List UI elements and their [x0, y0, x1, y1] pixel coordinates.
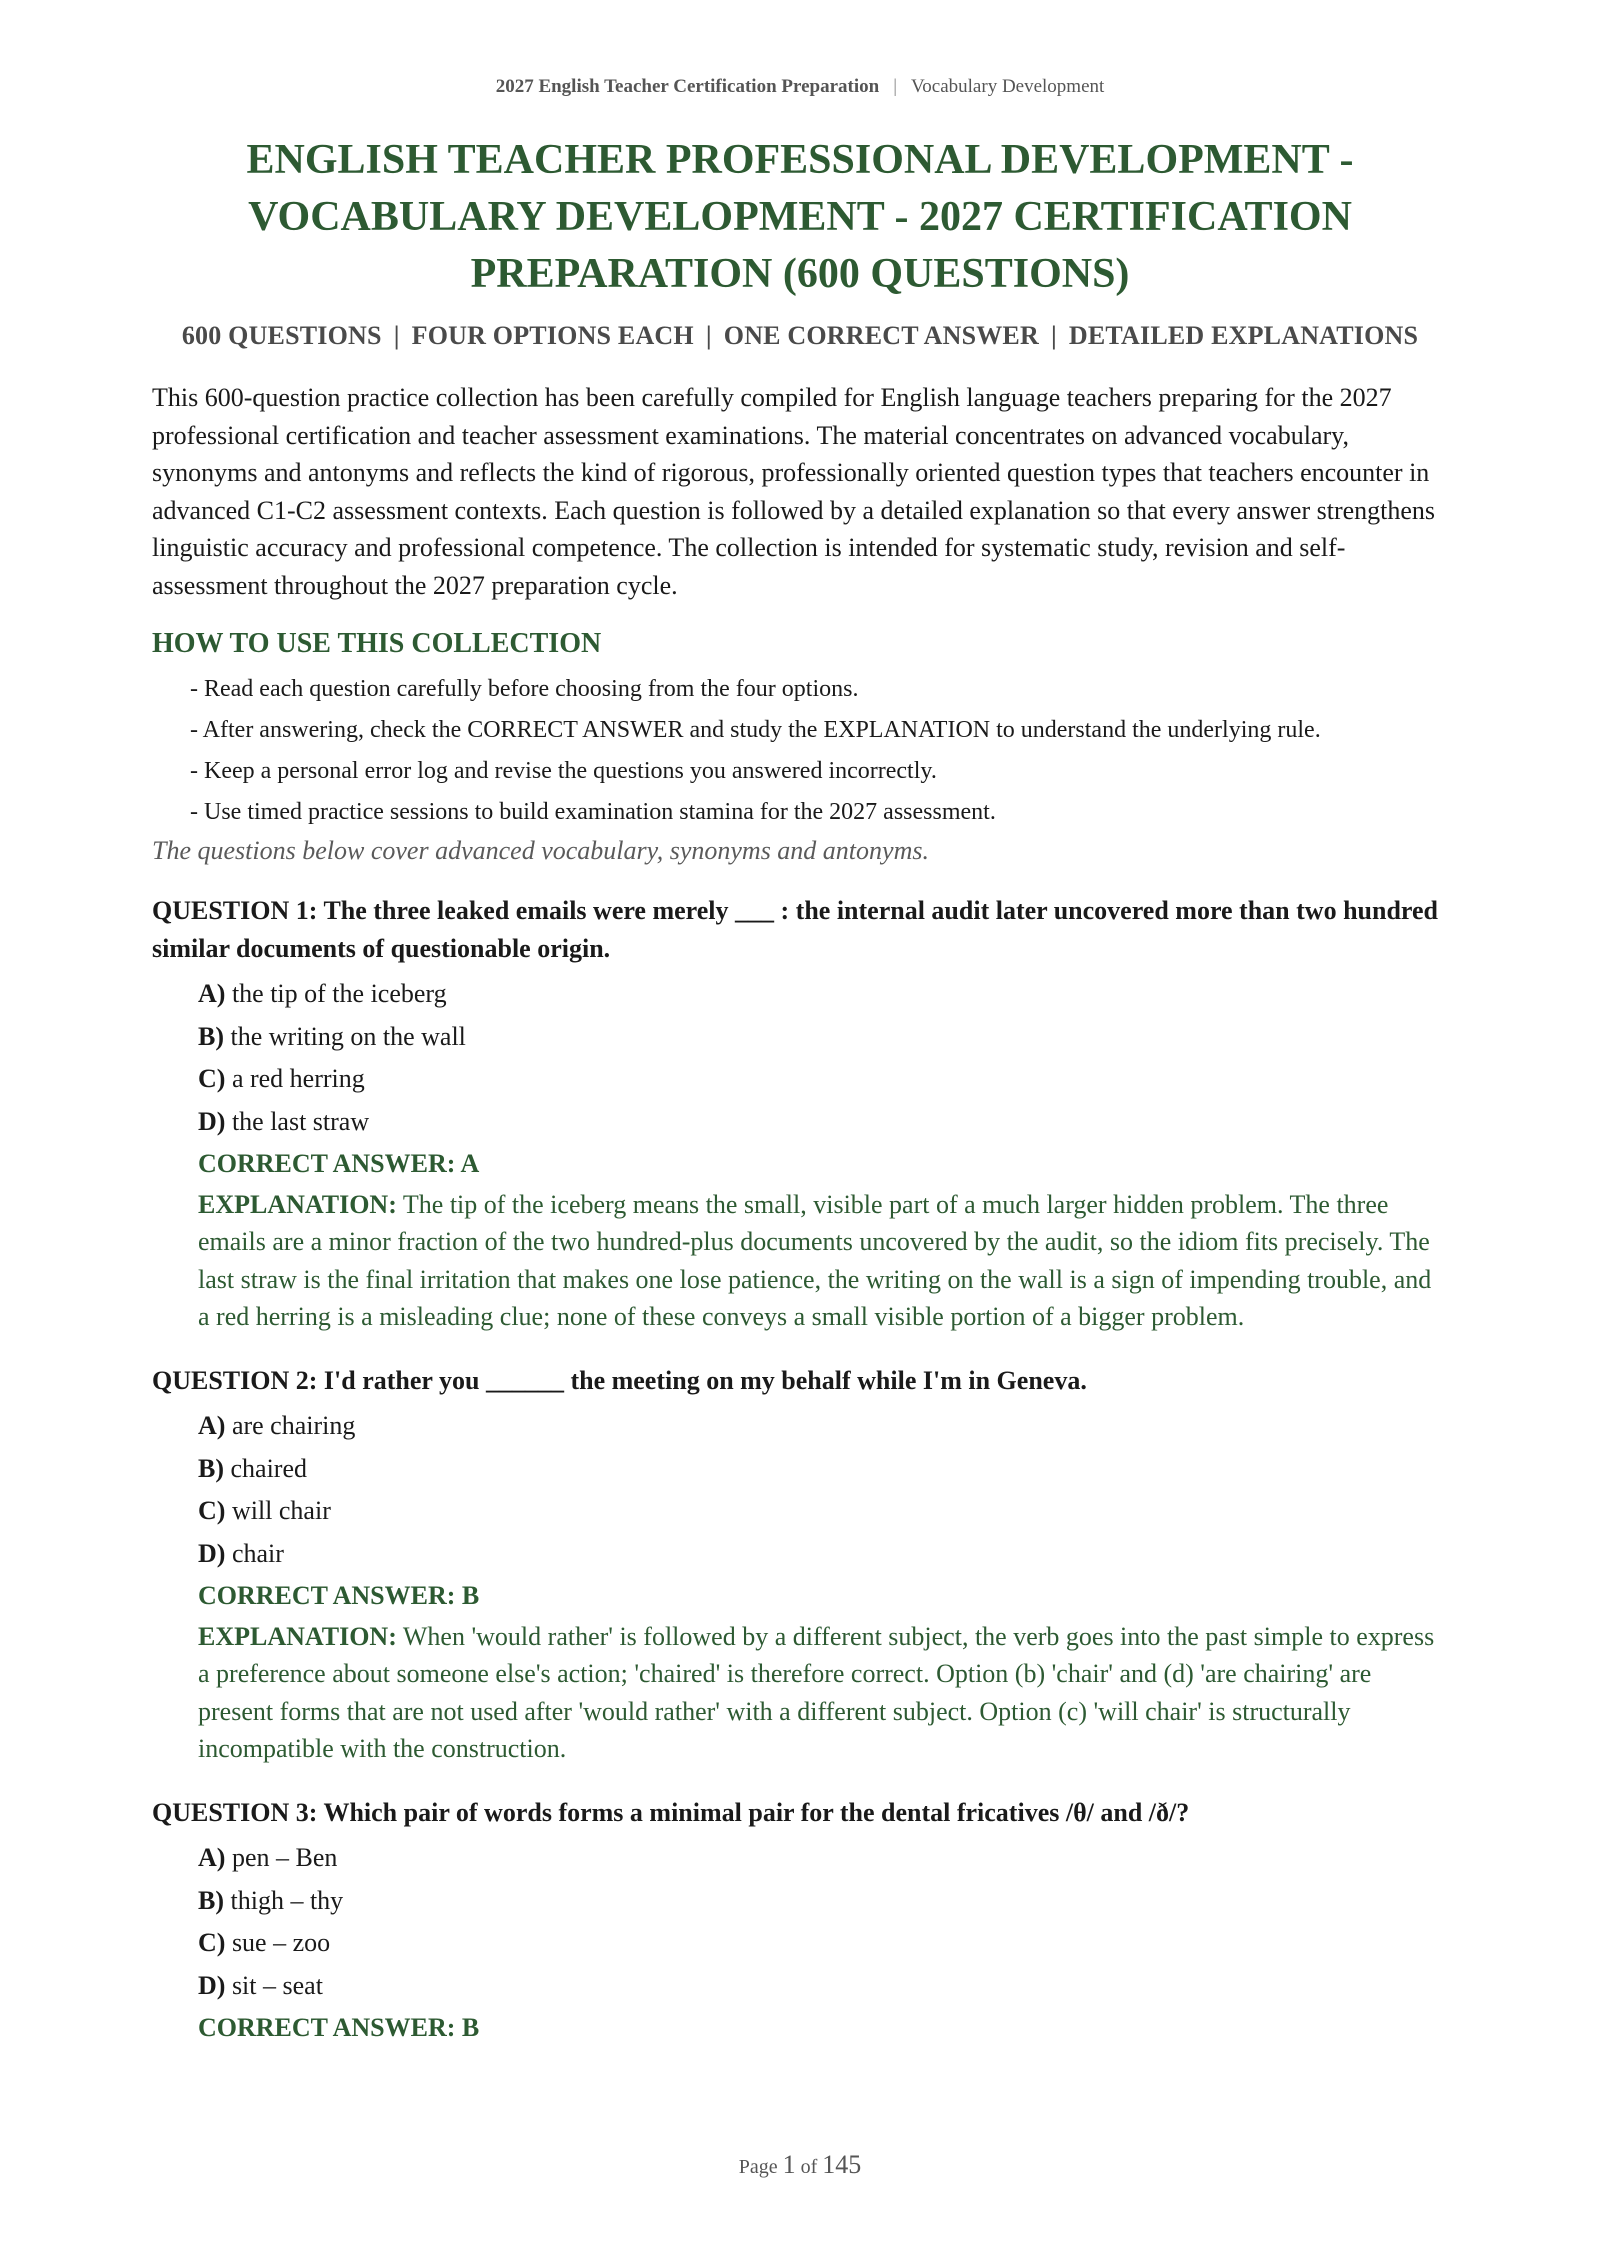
option-text: the writing on the wall [230, 1021, 466, 1051]
how-to-item: - Use timed practice sessions to build examination stamina for the 2027 assessment. [190, 799, 996, 825]
explanation-label: EXPLANATION: [198, 1189, 397, 1219]
how-to-item: - After answering, check the CORRECT ANSWER and study the EXPLANATION to understand the underlying rule. [190, 717, 1321, 743]
option-letter: B) [198, 1021, 224, 1051]
explanation [152, 1618, 1448, 1768]
question-1 [152, 892, 1448, 1336]
question-text: QUESTION 3: Which pair of words forms a minimal pair for the dental fricatives /θ/ and /ð/? [152, 1797, 1190, 1827]
header-book-title: 2027 English Teacher Certification Preparation [495, 76, 880, 97]
page-title: ENGLISH TEACHER PROFESSIONAL DEVELOPMENT - VOCABULARY DEVELOPMENT - 2027 CERTIFICATION PREPARATION (600 QUESTIONS) [246, 137, 1354, 297]
option-text: thigh – thy [230, 1885, 344, 1915]
subtitle-separator: | [705, 321, 712, 350]
subtitle-item: DETAILED EXPLANATIONS [1068, 321, 1419, 350]
option-letter: D) [198, 1538, 226, 1568]
option-d [198, 1965, 1448, 2008]
option-b [198, 1016, 1448, 1059]
option-letter: D) [198, 1106, 226, 1136]
total-pages: 145 [822, 2150, 862, 2179]
intro-paragraph: This 600-question practice collection has been carefully compiled for English language teachers preparing for the 2027 professional certification and teacher assessment examinations. The material concentrates on advanced vocabulary, synonyms and antonyms and reflects the kind of rigorous, professionally oriented question types that teachers encounter in advanced C1-C2 assessment contexts. Each question is followed by a detailed explanation so that every answer strengthens linguistic accuracy and professional competence. The collection is intended for systematic study, revision and self-assessment throughout the 2027 preparation cycle. [152, 383, 1436, 600]
option-letter: C) [198, 1064, 226, 1093]
coverage-note: The questions below cover advanced vocabulary, synonyms and antonyms. [152, 836, 929, 865]
explanation-text: When 'would rather' is followed by a different subject, the verb goes into the past simple to express a preference about someone else's action; 'chaired' is therefore correct. Option (b) 'chair' and (d) 'are chairing' are present forms that are not used after 'would rather' with a different subject. Option (c) 'will chair' is structurally incompatible with the construction. [198, 1621, 1435, 1763]
of-word: of [800, 2156, 818, 2178]
option-letter: C) [198, 1496, 226, 1525]
page-footer [0, 2150, 1600, 2180]
explanation-label: EXPLANATION: [198, 1621, 397, 1651]
correct-answer: CORRECT ANSWER: B [198, 2013, 480, 2042]
option-a [198, 1405, 1448, 1448]
option-c [198, 1922, 1448, 1965]
option-c [198, 1490, 1448, 1533]
subtitle-item: ONE CORRECT ANSWER [723, 321, 1039, 350]
option-a [198, 973, 1448, 1016]
how-to-item: - Keep a personal error log and revise the questions you answered incorrectly. [190, 758, 937, 784]
question-2 [152, 1362, 1448, 1768]
option-a [198, 1837, 1448, 1880]
option-text: sue – zoo [231, 1928, 331, 1957]
option-d [198, 1101, 1448, 1144]
header-section-name: Vocabulary Development [911, 76, 1105, 97]
how-to-item: - Read each question carefully before choosing from the four options. [190, 676, 859, 702]
option-letter: A) [198, 1843, 226, 1872]
option-letter: D) [198, 1970, 226, 2000]
option-text: the last straw [231, 1106, 370, 1136]
header-separator: | [893, 76, 898, 97]
correct-answer: CORRECT ANSWER: B [198, 1581, 480, 1610]
page-number: 1 [782, 2150, 796, 2179]
option-text: chair [231, 1538, 284, 1568]
question-text: QUESTION 1: The three leaked emails were merely ___ : the internal audit later uncovered more than two hundred similar documents of questionable origin. [152, 896, 1438, 963]
option-d [198, 1533, 1448, 1576]
option-b [198, 1448, 1448, 1491]
page-content [152, 132, 1448, 2050]
how-to-list [152, 672, 1448, 829]
how-to-heading: HOW TO USE THIS COLLECTION [152, 628, 602, 659]
option-text: a red herring [231, 1064, 365, 1093]
option-c [198, 1058, 1448, 1101]
option-b [198, 1880, 1448, 1923]
running-header [0, 76, 1600, 98]
option-letter: C) [198, 1928, 226, 1957]
option-text: will chair [231, 1496, 331, 1525]
option-letter: A) [198, 979, 226, 1008]
explanation [152, 1186, 1448, 1336]
option-letter: B) [198, 1885, 224, 1915]
question-text: QUESTION 2: I'd rather you ______ the meeting on my behalf while I'm in Geneva. [152, 1365, 1087, 1395]
subtitle-features [152, 321, 1448, 351]
option-text: pen – Ben [231, 1843, 338, 1872]
option-text: sit – seat [231, 1970, 323, 2000]
page-word: Page [738, 2156, 778, 2178]
correct-answer: CORRECT ANSWER: A [198, 1149, 480, 1178]
options-list [152, 1837, 1448, 2007]
option-text: chaired [230, 1453, 308, 1483]
option-letter: B) [198, 1453, 224, 1483]
subtitle-separator: | [1050, 321, 1057, 350]
option-text: the tip of the iceberg [231, 979, 447, 1008]
subtitle-separator: | [393, 321, 400, 350]
subtitle-item: 600 QUESTIONS [181, 321, 382, 350]
question-3 [152, 1794, 1448, 2050]
options-list [152, 973, 1448, 1143]
explanation-text: The tip of the iceberg means the small, visible part of a much larger hidden problem. The three emails are a minor fraction of the two hundred-plus documents uncovered by the audit, so the idiom fits precisely. The last straw is the final irritation that makes one lose patience, the writing on the wall is a sign of impending trouble, and a red herring is a misleading clue; none of these conveys a small visible portion of a bigger problem. [198, 1189, 1432, 1331]
option-text: are chairing [231, 1411, 356, 1440]
option-letter: A) [198, 1411, 226, 1440]
subtitle-item: FOUR OPTIONS EACH [411, 321, 694, 350]
options-list [152, 1405, 1448, 1575]
